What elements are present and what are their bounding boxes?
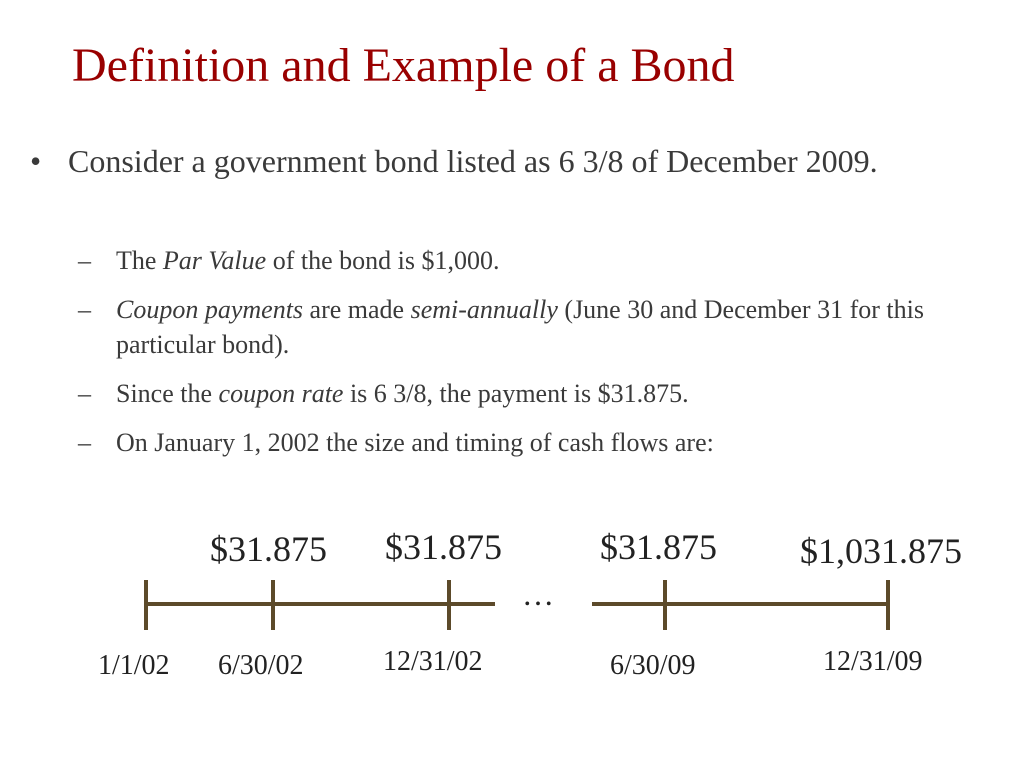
sub-text: (June 30 and December 31 for this particular bond). [116,295,924,359]
sub-emphasis: coupon rate [218,379,344,408]
timeline-date-5: 12/31/09 [823,646,923,677]
sub-text: of the bond is $1,000. [266,246,500,275]
cash-flow-amount-3: $31.875 [600,527,717,567]
sub-text: are made [303,295,411,324]
timeline-date-4: 6/30/09 [610,650,696,681]
sub-text: On January 1, 2002 the size and timing of cash flows are: [116,428,714,457]
slide-title: Definition and Example of a Bond [72,39,735,92]
sub-emphasis: Coupon payments [116,295,304,324]
cash-flow-amount-2: $31.875 [385,527,502,567]
timeline-date-2: 6/30/02 [218,650,304,681]
sub-dash: – [78,428,91,457]
bullet-text: Consider a government bond listed as 6 3/8 of December 2009. [68,143,878,179]
sub-text: Since the [116,379,219,408]
timeline-date-3: 12/31/02 [383,646,483,677]
timeline-date-1: 1/1/02 [98,650,170,681]
sub-dash: – [78,379,91,408]
bullet-marker: • [30,143,42,179]
cash-flow-amount-4: $1,031.875 [800,531,962,571]
sub-dash: – [78,295,91,324]
sub-emphasis: Par Value [162,246,267,275]
sub-dash: – [78,246,91,275]
timeline-ellipsis: … [522,576,554,612]
sub-text: The [116,246,163,275]
sub-text: is 6 3/8, the payment is $31.875. [343,379,689,408]
cash-flow-amount-1: $31.875 [210,529,327,569]
sub-emphasis: semi-annually [410,295,558,324]
